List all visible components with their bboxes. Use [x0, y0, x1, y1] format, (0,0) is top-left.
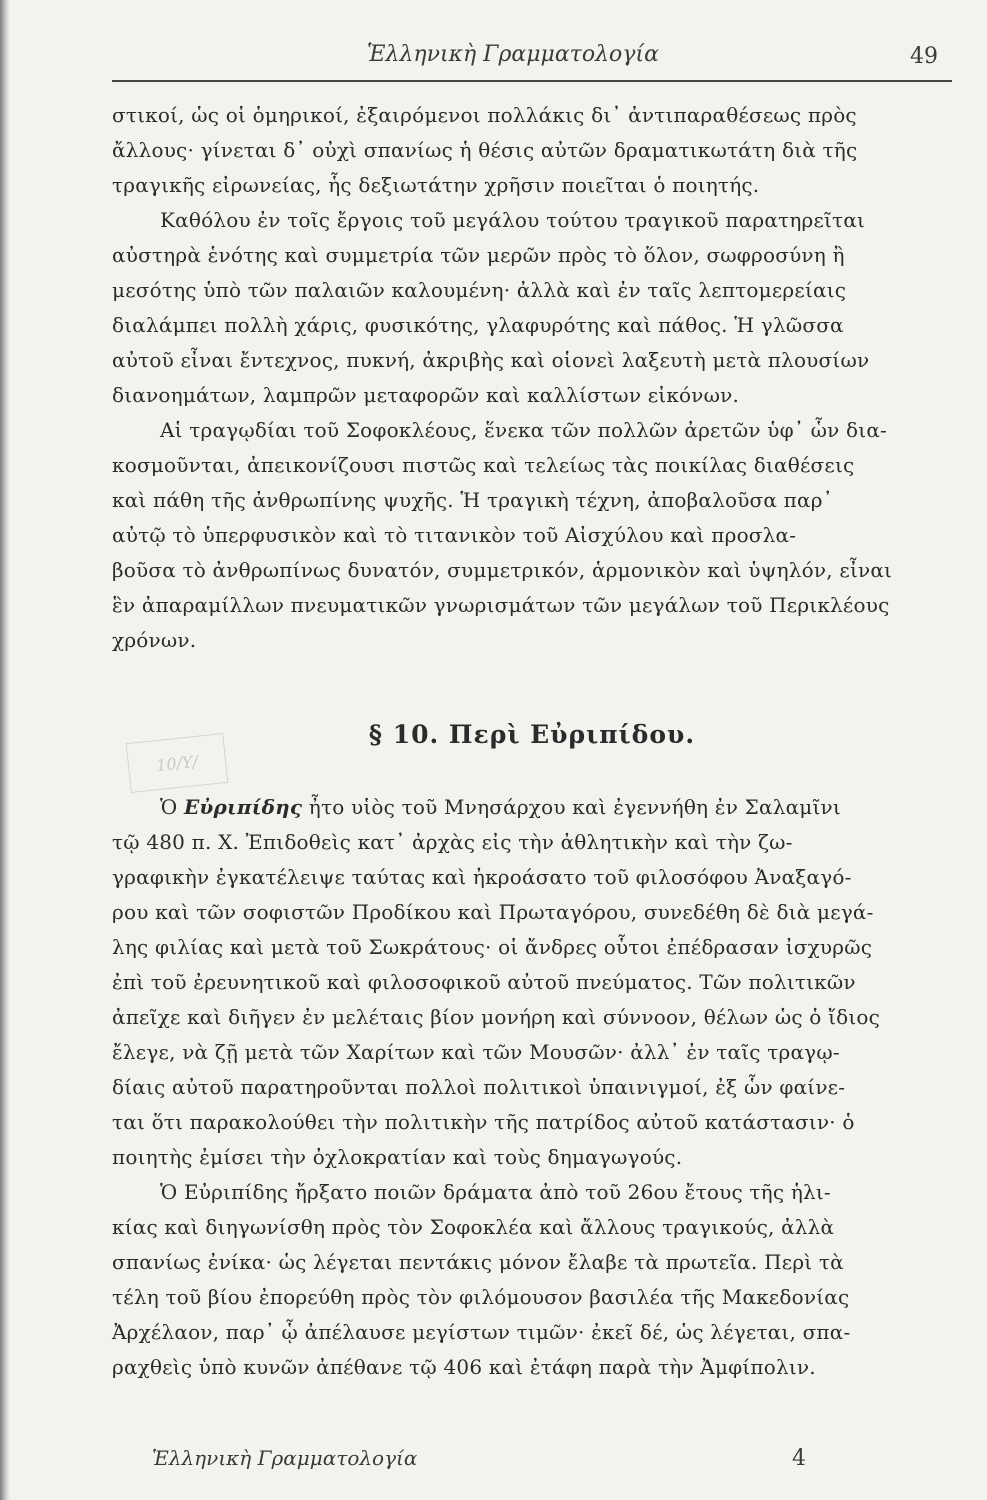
line-lead: Ὁ — [160, 795, 184, 819]
text-line: ἔλεγε, νὰ ζῇ μετὰ τῶν Χαρίτων καὶ τῶν Μουσῶν· ἀλλ᾽ ἐν ταῖς τραγῳ- — [112, 1040, 840, 1064]
text-line: σπανίως ἐνίκα· ὡς λέγεται πεντάκις μόνον ἔλαβε τὰ πρωτεῖα. Περὶ τὰ — [112, 1250, 844, 1274]
text-line: κίας καὶ διηγωνίσθη πρὸς τὸν Σοφοκλέα καὶ ἄλλους τραγικούς, ἀλλὰ — [112, 1215, 835, 1239]
text-line: τῷ 480 π. Χ. Ἐπιδοθεὶς κατ᾽ ἀρχὰς εἰς τὴν ἀθλητικὴν καὶ τὴν ζω- — [112, 830, 793, 854]
text-line: διανοημάτων, λαμπρῶν μεταφορῶν καὶ καλλίστων εἰκόνων. — [112, 383, 740, 407]
text-line: Καθόλου ἐν τοῖς ἔργοις τοῦ μεγάλου τούτου τραγικοῦ παρατηρεῖται — [160, 208, 866, 232]
section-heading: § 10. Περὶ Εὐριπίδου. — [368, 720, 696, 749]
text-line: ται ὅτι παρακολούθει τὴν πολιτικὴν τῆς πατρίδος αὐτοῦ κατάστασιν· ὁ — [112, 1110, 855, 1134]
text-line: ραχθεὶς ὑπὸ κυνῶν ἀπέθανε τῷ 406 καὶ ἐτάφη παρὰ τὴν Ἀμφίπολιν. — [112, 1355, 816, 1379]
running-title: Ἑλληνικὴ Γραμματολογία — [367, 42, 659, 67]
book-page — [112, 30, 952, 1480]
text-line: Ὁ Εὐριπίδης ἤρξατο ποιῶν δράματα ἀπὸ τοῦ 26ου ἔτους τῆς ἡλι- — [160, 1180, 831, 1204]
text-line: δίαις αὐτοῦ παρατηροῦνται πολλοὶ πολιτικοὶ ὑπαινιγμοί, ἐξ ὧν φαίνε- — [112, 1075, 846, 1099]
text-line: ἄλλους· γίνεται δ᾽ οὐχὶ σπανίως ἡ θέσις αὐτῶν δραματικωτάτη διὰ τῆς — [112, 138, 858, 162]
text-line: ἐπὶ τοῦ ἐρευνητικοῦ καὶ φιλοσοφικοῦ αὐτοῦ πνεύματος. Τῶν πολιτικῶν — [112, 970, 856, 994]
text-line: βοῦσα τὸ ἀνθρωπίνως δυνατόν, συμμετρικόν, ἁρμονικὸν καὶ ὑψηλόν, εἶναι — [112, 558, 893, 582]
text-line: Αἱ τραγῳδίαι τοῦ Σοφοκλέους, ἕνεκα τῶν πολλῶν ἀρετῶν ὑφ᾽ ὧν δια- — [160, 418, 887, 442]
text-line: γραφικὴν ἐγκατέλειψε ταύτας καὶ ἠκροάσατο τοῦ φιλοσόφου Ἀναξαγό- — [112, 865, 852, 889]
text-line: λης φιλίας καὶ μετὰ τοῦ Σωκράτους· οἱ ἄνδρες οὗτοι ἐπέδρασαν ἰσχυρῶς — [112, 935, 873, 959]
text-line: αὐτῷ τὸ ὑπερφυσικὸν καὶ τὸ τιτανικὸν τοῦ Αἰσχύλου καὶ προσλα- — [112, 523, 797, 547]
text-line: Ἀρχέλαον, παρ᾽ ᾧ ἀπέλαυσε μεγίστων τιμῶν· ἐκεῖ δέ, ὡς λέγεται, σπα- — [112, 1320, 851, 1344]
text-line: στικοί, ὡς οἱ ὁμηρικοί, ἐξαιρόμενοι πολλάκις δι᾽ ἀντιπαραθέσεως πρὸς — [112, 103, 857, 127]
text-line: χρόνων. — [112, 628, 197, 652]
text-line: ρου καὶ τῶν σοφιστῶν Προδίκου καὶ Πρωταγόρου, συνεδέθη δὲ διὰ μεγά- — [112, 900, 874, 924]
text-line: τέλη τοῦ βίου ἐπορεύθη πρὸς τὸν φιλόμουσον βασιλέα τῆς Μακεδονίας — [112, 1285, 850, 1309]
text-line: καὶ πάθη τῆς ἀνθρωπίνης ψυχῆς. Ἡ τραγικὴ τέχνη, ἀποβαλοῦσα παρ᾽ — [112, 488, 833, 512]
footer-title: Ἑλληνικὴ Γραμματολογία — [152, 1446, 418, 1470]
binding-edge — [0, 0, 10, 1500]
sheet-number: 4 — [792, 1446, 806, 1471]
text-line: μεσότης ὑπὸ τῶν παλαιῶν καλουμένη· ἀλλὰ καὶ ἐν ταῖς λεπτομερείαις — [112, 278, 847, 302]
text-line: ἓν ἀπαραμίλλων πνευματικῶν γνωρισμάτων τῶν μεγάλων τοῦ Περικλέους — [112, 593, 890, 617]
text-line: ἀπεῖχε καὶ διῆγεν ἐν μελέταις βίον μονήρη καὶ σύννοον, θέλων ὡς ὁ ἴδιος — [112, 1005, 881, 1029]
text-block-sophocles — [112, 98, 952, 658]
text-line: κοσμοῦνται, ἀπεικονίζουσι πιστῶς καὶ τελείως τὰς ποικίλας διαθέσεις — [112, 453, 855, 477]
line-text: ἦτο υἱὸς τοῦ Μνησάρχου καὶ ἐγεννήθη ἐν Σαλαμῖνι — [302, 795, 841, 819]
page-number: 49 — [910, 44, 938, 69]
text-line — [112, 790, 952, 825]
running-head — [112, 40, 952, 82]
text-line: διαλάμπει πολλὴ χάρις, φυσικότης, γλαφυρότης καὶ πάθος. Ἡ γλῶσσα — [112, 313, 844, 337]
text-line: αὐτοῦ εἶναι ἔντεχνος, πυκνή, ἀκριβὴς καὶ οἱονεὶ λαξευτὴ μετὰ πλουσίων — [112, 348, 870, 372]
text-line: ποιητὴς ἐμίσει τὴν ὀχλοκρατίαν καὶ τοὺς δημαγωγούς. — [112, 1145, 683, 1169]
text-line: αὐστηρὰ ἑνότης καὶ συμμετρία τῶν μερῶν πρὸς τὸ ὅλον, σωφροσύνη ἢ — [112, 243, 845, 267]
page-footer — [112, 1446, 952, 1480]
text-block-euripides — [112, 790, 952, 1385]
text-line: τραγικῆς εἰρωνείας, ἧς δεξιωτάτην χρῆσιν ποιεῖται ὁ ποιητής. — [112, 173, 760, 197]
author-name: Εὐριπίδης — [183, 795, 303, 819]
stamp-mark: 10/Y/ — [126, 733, 229, 793]
